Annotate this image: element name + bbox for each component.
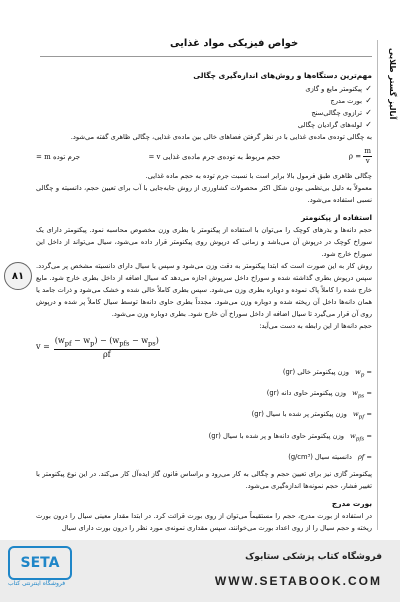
volume-equation: v = $\frac{(w_{pf} - w_p) - (w_{pfs} - w_{ps})}{\rho f}$ xyxy=(36,336,159,359)
definition-item: $w_{pf}$ = وزن پیکنومتر پر شده با سیال (gr) xyxy=(251,410,372,421)
main-content xyxy=(36,64,372,532)
list-item: ✓ پیکنومتر مایع و گازی xyxy=(305,84,372,93)
section-heading: بورت مدرج xyxy=(331,498,372,508)
footer-shop-name: فروشگاه کتاب پزشکی ستابوک xyxy=(245,552,382,562)
definition-list xyxy=(36,363,372,466)
page-number: ۸۱ xyxy=(4,262,32,290)
eq-density: ρ = $\frac{m}{v}$ xyxy=(348,147,371,165)
definition-item: $w_p$ = وزن پیکنومتر خالی (gr) xyxy=(282,367,372,378)
list-item: ✓ لوله‌های گرادیان چگالی xyxy=(297,120,372,129)
running-title: خواص فیزیکی مواد غذایی xyxy=(170,38,299,49)
eq-m-def: = m جرم توده xyxy=(36,152,81,161)
header-rule xyxy=(40,56,372,57)
definition-item: ρf = دانسیته سیال (g/cm³) xyxy=(288,452,372,461)
paragraph: معمولاً به دلیل بی‌نظمی بودن شکل اکثر محصولات کشاورزی از روش جابه‌جایی با آب برای تعیین حجم، دانسیته و چگالی نسبی استفاده می‌شود. xyxy=(36,184,372,204)
list-item: ✓ بورت مدرج xyxy=(330,96,372,105)
footer-url[interactable]: WWW.SETABOOK.COM xyxy=(214,574,382,588)
check-icon: ✓ xyxy=(365,120,372,129)
side-label: آنالیز گستر طلایی xyxy=(388,48,397,120)
seta-logo: SETA xyxy=(8,546,72,580)
definition-item: $w_{ps}$ = وزن پیکنومتر حاوی دانه (gr) xyxy=(266,388,372,400)
section-heading: استفاده از پیکنومتر xyxy=(301,213,372,222)
density-equation xyxy=(36,147,372,166)
paragraph: پیکنومتر گازی نیز برای تعیین حجم و چگالی به کار می‌رود و براساس قانون گاز ایده‌آل کار می‌کند. در این نوع پیکنومتر با تغییر فشار، حجم نمونه‌ها اندازه‌گیری می‌شود. xyxy=(36,469,372,490)
device-list xyxy=(36,83,372,131)
paragraph: روش کار به این صورت است که ابتدا پیکنومتر به دقت وزن می‌شود و سپس با سیال دارای دانسیته مشخص پر می‌گردد. سپس درپوش بطری گذاشته شده و سوراخ داخل سرپوش اجازه می‌دهد که سیال اضافه از داخل بطری خارج شود. مایع خارج شده را کاملاً پاک نموده و دوباره بطری وزن می‌شود. سپس بطری کاملاً خالی شده و خشک می‌شود و ذرات جامد یا همان دانه‌ها داخل آن ریخته شده و دوباره وزن می‌شود. مجدداً بطری حاوی دانه‌ها توسط سیال کاملاً پر شده و درپوش روی آن قرار می‌گیرد تا سیال اضافه از داخل سوراخ آن خارج شود. بطری دوباره وزن می‌شود. xyxy=(36,262,372,318)
check-icon: ✓ xyxy=(365,108,372,117)
paragraph: حجم دانه‌ها و بذرهای کوچک را می‌توان با استفاده از پیکنومتر یا بطری وزن مخصوص محاسبه نمود. پیکنومتر دارای یک سوراخ کوچک در درپوش آن می‌باشد و زمانی که درپوش روی پیکنومتر قرار داده می‌شود، سیال می‌تواند از داخل این سوراخ خارج شود. xyxy=(36,226,372,258)
check-icon: ✓ xyxy=(365,84,372,93)
check-icon: ✓ xyxy=(365,96,372,105)
list-item: ✓ ترازوی چگالی‌سنج xyxy=(311,108,372,117)
definition-item: $w_{pfs}$ = وزن پیکنومتر حاوی دانه‌ها و پر شده با سیال (gr) xyxy=(208,431,372,442)
paragraph: چگالی ظاهری طبق فرمول بالا برابر است با نسبت جرم توده به حجم ماده غذایی. xyxy=(145,172,372,180)
paragraph: به چگالی توده‌ی ماده‌ی غذایی با در نظر گرفتن فضاهای خالی بین ماده‌ی غذایی، چگالی ظاهری گفته می‌شود. xyxy=(70,133,372,141)
paragraph: حجم دانه‌ها از این رابطه به دست می‌آید: xyxy=(259,322,372,330)
section-heading: مهم‌ترین دستگاه‌ها و روش‌های اندازه‌گیری چگالی xyxy=(193,71,372,80)
logo-subtitle: فروشگاه اینترنتی کتاب xyxy=(8,580,66,587)
eq-v-def: = v حجم مربوط به توده‌ی جرم ماده‌ی غذایی xyxy=(148,152,281,161)
paragraph: در استفاده از بورت مدرج، حجم را مستقیماً می‌توان از روی بورت قرائت کرد. در ابتدا مقدار معینی سیال را درون بورت ریخته و حجم سیال را از روی اعداد بورت می‌خوانند، سپس مقداری نمونه‌ی مورد نظر را درون بورت دارای سیال xyxy=(36,511,372,532)
